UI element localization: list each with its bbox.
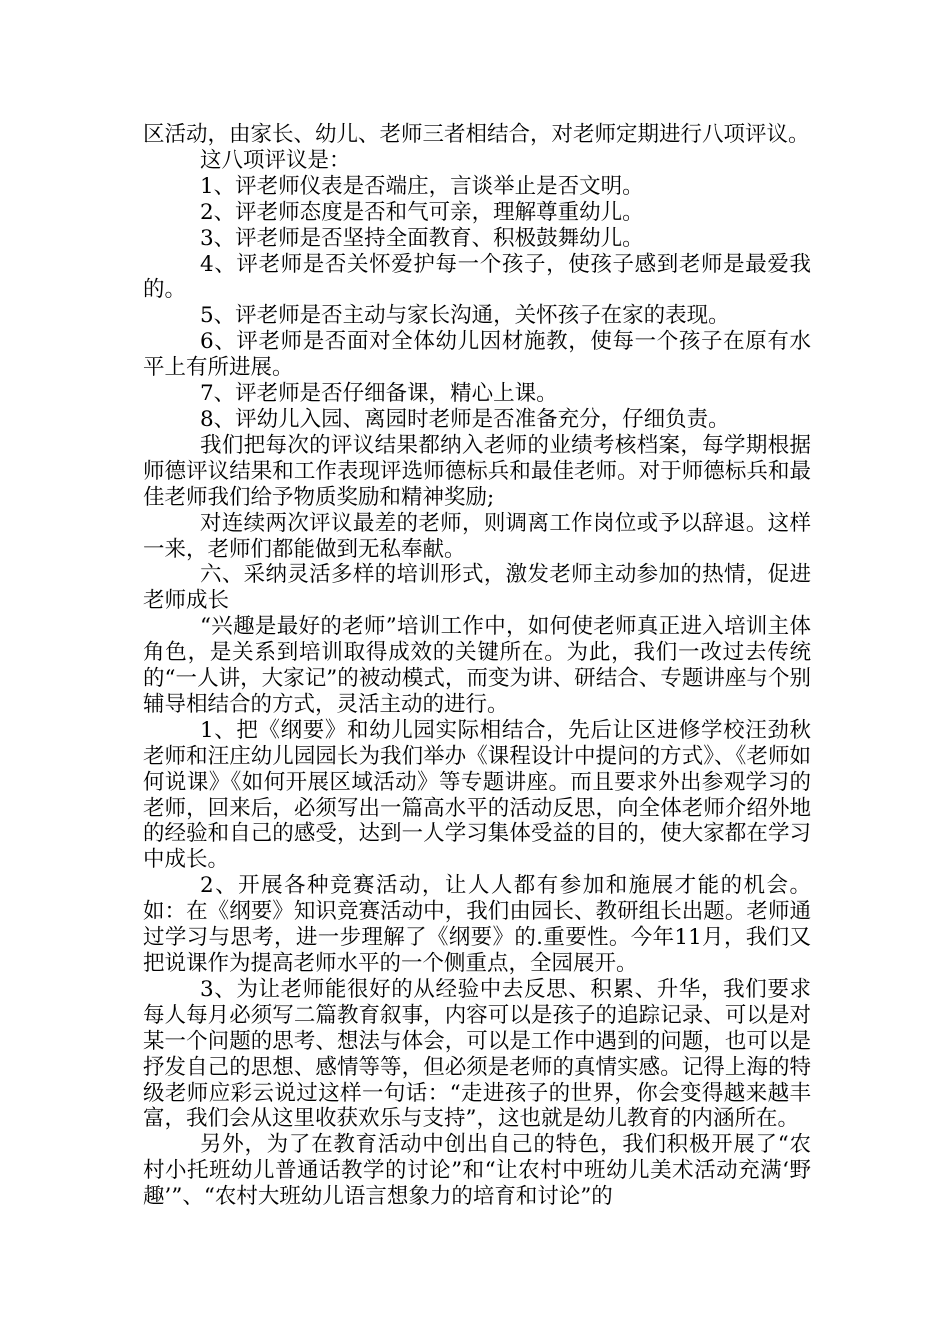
paragraph-point-1: 1、把《纲要》和幼儿园实际相结合，先后让区进修学校汪劲秋老师和汪庄幼儿园园长为我们举办《课程设计中提问的方式》、《老师如何说课》《如何开展区域活动》等专题讲座。而且要求外出参观学习的老师，回来后，必须写出一篇高水平的活动反思，向全体老师介绍外地的经验和自己的感受，达到一人学习集体受益的目的，使大家都在学习中成长。	[143, 717, 811, 873]
list-item-8: 8、评幼儿入园、离园时老师是否准备充分，仔细负责。	[200, 406, 730, 432]
list-item-4: 4、评老师是否关怀爱护每一个孩子，使孩子感到老师是最爱我的。	[143, 251, 811, 303]
list-item-6: 6、评老师是否面对全体幼儿因材施教，使每一个孩子在原有水平上有所进展。	[143, 329, 811, 381]
list-item-5: 5、评老师是否主动与家长沟通，关怀孩子在家的表现。	[200, 303, 730, 329]
list-item-1: 1、评老师仪表是否端庄，言谈举止是否文明。	[200, 173, 644, 199]
paragraph-continuation: 区活动，由家长、幼儿、老师三者相结合，对老师定期进行八项评议。	[143, 122, 810, 147]
document-body	[143, 122, 811, 1210]
list-item-2: 2、评老师态度是否和气可亲，理解尊重幼儿。	[200, 199, 644, 225]
paragraph-point-3: 3、为让老师能很好的从经验中去反思、积累、升华，我们要求每人每月必须写二篇教育叙事，内容可以是孩子的追踪记录、可以是对某一个问题的思考、想法与体会，可以是工作中遇到的问题，也可以是抒发自己的思想、感情等等，但必须是老师的真情实感。记得上海的特级老师应彩云说过这样一句话：“走进孩子的世界，你会变得越来越丰富，我们会从这里收获欢乐与支持”，这也就是幼儿教育的内涵所在。	[143, 976, 811, 1132]
paragraph-additional: 另外，为了在教育活动中创出自己的特色，我们积极开展了“农村小托班幼儿普通话教学的讨论”和“让农村中班幼儿美术活动充满‘野趣’”、“农村大班幼儿语言想象力的培育和讨论”的	[143, 1132, 811, 1210]
section-heading-six: 六、采纳灵活多样的培训形式，激发老师主动参加的热情，促进老师成长	[143, 562, 811, 614]
paragraph-evaluation-intro: 这八项评议是：	[200, 147, 351, 173]
list-item-7: 7、评老师是否仔细备课，精心上课。	[200, 381, 558, 407]
paragraph-point-2: 2、开展各种竞赛活动，让人人都有参加和施展才能的机会。如：在《纲要》知识竞赛活动中，我们由园长、教研组长出题。老师通过学习与思考，进一步理解了《纲要》的.重要性。今年11月，我们又把说课作为提高老师水平的一个侧重点，全园展开。	[143, 873, 811, 976]
paragraph-dismissal: 对连续两次评议最差的老师，则调离工作岗位或予以辞退。这样一来，老师们都能做到无私奉献。	[143, 510, 811, 562]
paragraph-training: “兴趣是最好的老师”培训工作中，如何使老师真正进入培训主体角色，是关系到培训取得成效的关键所在。为此，我们一改过去传统的“一人讲，大家记”的被动模式，而变为讲、研结合、专题讲座与个别辅导相结合的方式，灵活主动的进行。	[143, 614, 811, 717]
paragraph-results: 我们把每次的评议结果都纳入老师的业绩考核档案，每学期根据师德评议结果和工作表现评选师德标兵和最佳老师。对于师德标兵和最佳老师我们给予物质奖励和精神奖励;	[143, 432, 811, 510]
list-item-3: 3、评老师是否坚持全面教育、积极鼓舞幼儿。	[200, 225, 644, 251]
